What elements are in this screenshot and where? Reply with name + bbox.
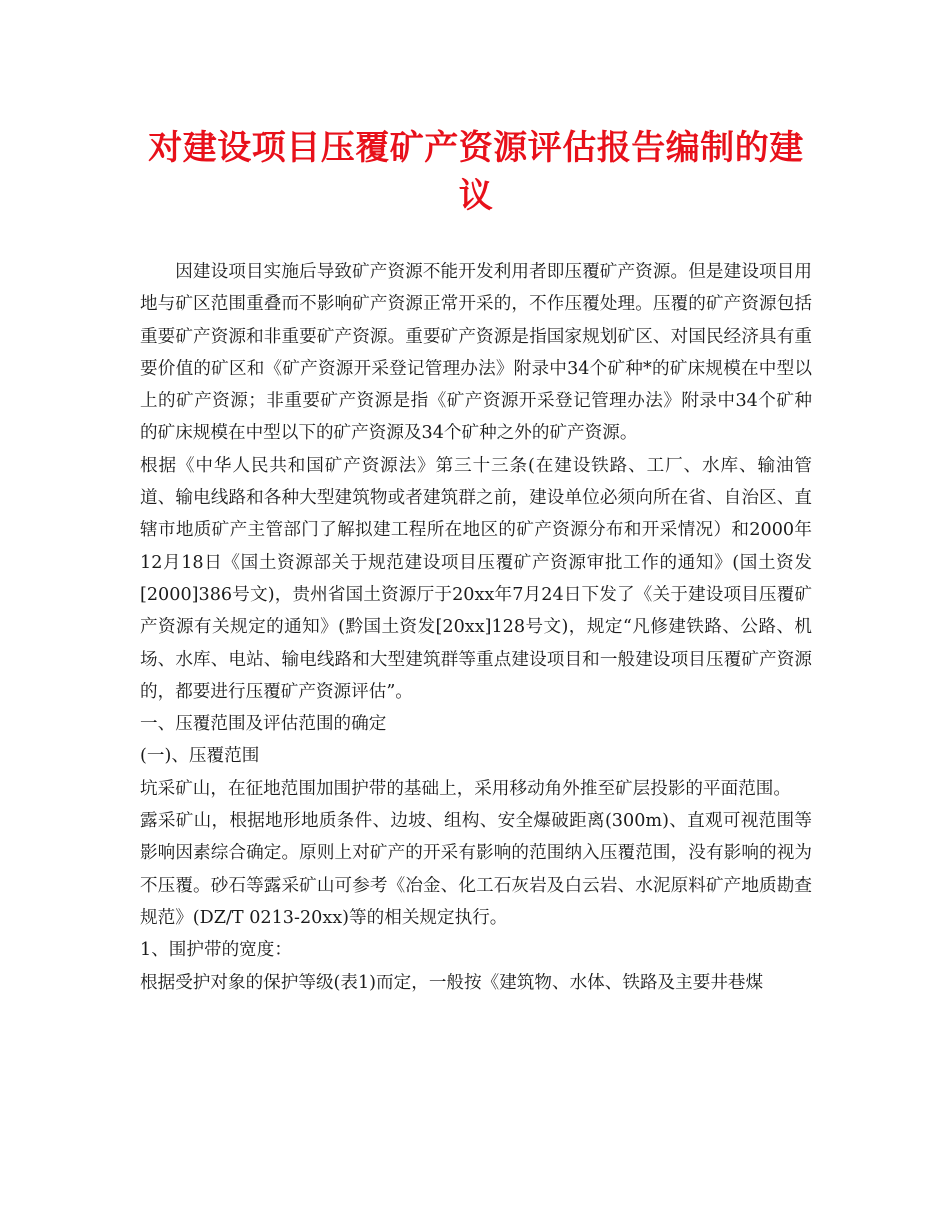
subsection-heading: (一)、压覆范围 (140, 746, 260, 767)
paragraph-intro: 因建设项目实施后导致矿产资源不能开发利用者即压覆矿产资源。但是建设项目用地与矿区范围重叠而不影响矿产资源正常开采的，不作压覆处理。压覆的矿产资源包括重要矿产资源和非重要矿产资源。重要矿产资源是指国家规划矿区、对国民经济具有重要价值的矿区和《矿产资源开采登记管理办法》附录中34个矿种*的矿床规模在中型以上的矿产资源；非重要矿产资源是指《矿产资源开采登记管理办法》附录中34个矿种的矿床规模在中型以下的矿产资源及34个矿种之外的矿产资源。 (140, 262, 812, 444)
paragraph-legal-basis: 根据《中华人民共和国矿产资源法》第三十三条(在建设铁路、工厂、水库、输油管道、输电线路和各种大型建筑物或者建筑群之前，建设单位必须向所在省、自治区、直辖市地质矿产主管部门了解拟建工程所在地区的矿产资源分布和开采情况）和2000年12月18日《国土资源部关于规范建设项目压覆矿产资源审批工作的通知》(国土资发[2000]386号文)，贵州省国土资源厅于20xx年7月24日下发了《关于建设项目压覆矿产资源有关规定的通知》(黔国土资发[20xx]128号文)，规定“凡修建铁路、公路、机场、水库、电站、输电线路和大型建筑群等重点建设项目和一般建设项目压覆矿产资源的，都要进行压覆矿产资源评估”。 (140, 455, 812, 702)
paragraph-underground-mining: 坑采矿山，在征地范围加围护带的基础上，采用移动角外推至矿层投影的平面范围。 (140, 778, 791, 799)
paragraph-open-pit-mining: 露采矿山，根据地形地质条件、边坡、组构、安全爆破距离(300m)、直观可视范围等影响因素综合确定。原则上对矿产的开采有影响的范围纳入压覆范围，没有影响的视为不压覆。砂石等露采矿山可参考《冶金、化工石灰岩及白云岩、水泥原料矿产地质勘查规范》(DZ/T 0213-20xx)等的相关规定执行。 (140, 811, 812, 928)
document-body (140, 256, 812, 999)
document-title: 对建设项目压覆矿产资源评估报告编制的建议 (148, 128, 804, 216)
paragraph-protection-width: 根据受护对象的保护等级(表1)而定，一般按《建筑物、水体、铁路及主要井巷煤 (140, 972, 764, 993)
item-heading: 1、围护带的宽度： (140, 940, 292, 961)
section-heading: 一、压覆范围及评估范围的确定 (140, 714, 387, 735)
